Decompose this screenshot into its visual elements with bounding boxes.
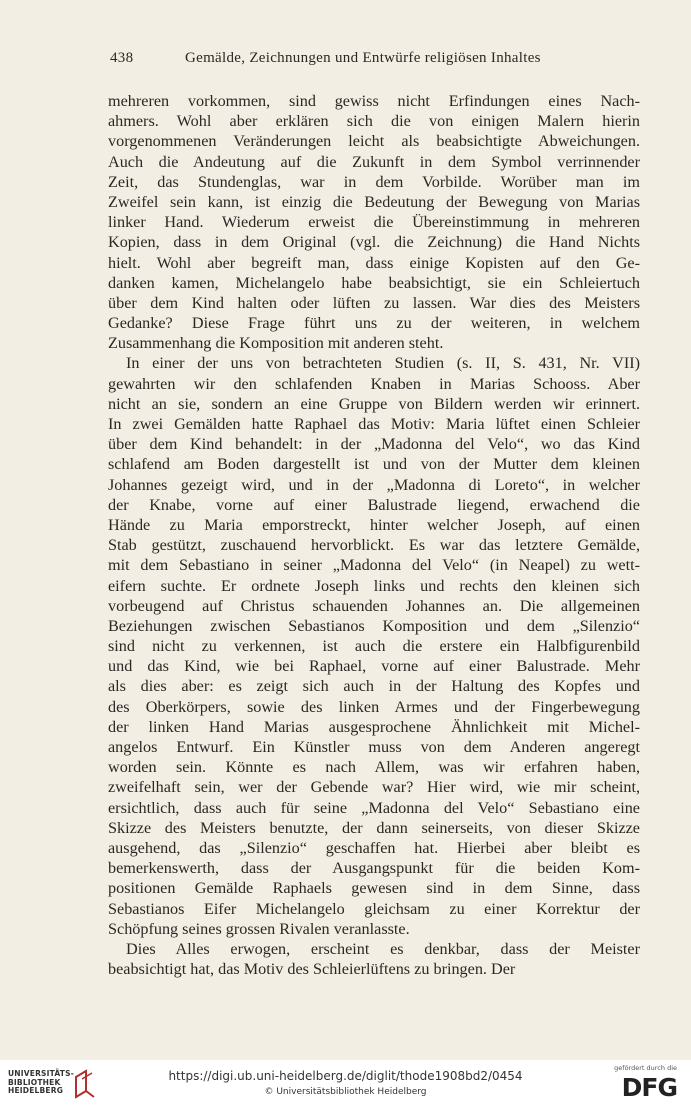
text-line: der linken Hand Marias ausgesprochene Ähnlichkeit mit Michel- — [108, 717, 640, 736]
text-line: der Knabe, vorne auf einer Balustrade liegend, erwachend die — [108, 495, 640, 514]
text-line: Auch die Andeutung auf die Zukunft in dem Symbol verrinnender — [108, 152, 640, 171]
text-line: über dem Kind behandelt: in der „Madonna del Velo“, wo das Kind — [108, 435, 640, 454]
text-line: Zeit, das Stundenglas, war in dem Vorbilde. Worüber man im — [108, 172, 640, 191]
text-line: Stab gestützt, zuschauend hervorblickt. Es war das letztere Gemälde, — [108, 536, 640, 555]
text-line: vorbeugend auf Christus schauenden Johannes an. Die allgemeinen — [108, 596, 640, 615]
library-name-line3: HEIDELBERG — [8, 1086, 64, 1095]
body-text — [108, 91, 640, 979]
text-line: des Oberkörpers, sowie des linken Armes und der Fingerbewegung — [108, 697, 640, 716]
text-line: Zweifel sein kann, ist einzig die Bedeutung der Bewegung von Marias — [108, 192, 640, 211]
running-title: Gemälde, Zeichnungen und Entwürfe religiösen Inhaltes — [185, 50, 541, 66]
page-number: 438 — [110, 50, 134, 66]
text-line: angelos Entwurf. Ein Künstler muss von dem Anderen angeregt — [108, 738, 640, 756]
text-line: zweifelhaft sein, wer der Gebende war? Hier wird, wie mir scheint, — [108, 778, 640, 797]
text-line: über dem Kind halten oder lüften zu lassen. War dies des Meisters — [108, 293, 640, 312]
text-line: Gedanke? Diese Frage führt uns zu der weiteren, in welchem — [108, 314, 640, 333]
dfg-logo: DFG — [621, 1073, 677, 1102]
text-line: mit dem Sebastiano in seiner „Madonna del Velo“ (in Neapel) zu wett- — [108, 556, 640, 575]
text-line: worden sein. Könnte es nach Allem, was wir erfahren haben, — [108, 758, 640, 777]
text-line: hielt. Wohl aber begreift man, dass einige Kopisten auf den Ge- — [108, 253, 640, 272]
text-line: nicht an sie, sondern an eine Gruppe von Bildern werden wir erinnert. — [108, 394, 640, 413]
text-line: mehreren vorkommen, sind gewiss nicht Erfindungen eines Nach- — [108, 92, 640, 110]
text-line: Dies Alles erwogen, erscheint es denkbar, dass der Meister — [126, 939, 640, 958]
text-line: beabsichtigt hat, das Motiv des Schleierlüftens zu bringen. Der — [108, 960, 516, 979]
text-line: Hände zu Maria emporstreckt, hinter welcher Joseph, auf einen — [108, 515, 640, 534]
viewer-footer — [0, 1060, 691, 1107]
text-line: ahmers. Wohl aber erklären sich die von einigen Malern hierin — [108, 112, 640, 131]
copyright-notice: © Universitätsbibliothek Heidelberg — [264, 1087, 427, 1097]
text-line: linker Hand. Wiederum erweist die Übereinstimmung in mehreren — [108, 213, 640, 232]
text-line: Sebastianos Eifer Michelangelo gleichsam zu einer Korrektur der — [108, 899, 640, 918]
text-line: Zusammenhang die Komposition mit anderen steht. — [108, 334, 444, 353]
text-line: Beziehungen zwischen Sebastianos Komposition und dem „Silenzio“ — [108, 616, 640, 635]
text-line: In einer der uns von betrachteten Studien (s. II, S. 431, Nr. VII) — [126, 354, 640, 373]
text-line: als dies aber: es zeigt sich auch in der Haltung des Kopfes und — [108, 677, 640, 696]
text-line: positionen Gemälde Raphaels gewesen sind in dem Sinne, dass — [108, 879, 640, 898]
text-line: ersichtlich, dass auch für seine „Madonna del Velo“ Sebastiano eine — [108, 798, 640, 817]
library-name-line2: BIBLIOTHEK — [8, 1077, 61, 1087]
library-name-line1: UNIVERSITÄTS- — [8, 1069, 75, 1078]
text-line: vorgenommenen Veränderungen leicht als beabsichtigte Abweichungen. — [108, 132, 640, 151]
text-line: In zwei Gemälden hatte Raphael das Motiv: Maria lüftet einen Schleier — [108, 415, 640, 433]
text-line: sind nicht zu verkennen, ist auch die erstere ein Halbfigurenbild — [108, 637, 640, 656]
text-line: und das Kind, wie bei Raphael, vorne auf einer Balustrade. Mehr — [108, 657, 640, 676]
text-line: eifern suchte. Er ordnete Joseph links und rechts den kleinen sich — [108, 576, 640, 595]
text-line: Johannes gezeigt wird, und in der „Madonna di Loreto“, in welcher — [108, 475, 640, 494]
text-line: ausgehend, das „Silenzio“ geschaffen hat. Hierbei aber bleibt es — [108, 838, 640, 857]
text-line: Skizze des Meisters benutzte, der dann seinerseits, von dieser Skizze — [108, 818, 640, 837]
text-line: Kopien, dass in dem Original (vgl. die Zeichnung) die Hand Nichts — [108, 233, 640, 252]
page-url-link[interactable]: https://digi.ub.uni-heidelberg.de/diglit/thode1908bd2/0454 — [168, 1069, 523, 1083]
funding-note: gefördert durch die — [614, 1064, 677, 1072]
text-line: danken kamen, Michelangelo habe beabsichtigt, sie ein Schleiertuch — [108, 273, 640, 292]
text-line: Schöpfung seines grossen Rivalen veranlasste. — [108, 919, 410, 938]
text-line: gewahrten wir den schlafenden Knaben in Marias Schooss. Aber — [108, 374, 640, 393]
text-line: bemerkenswerth, dass der Ausgangspunkt für die beiden Kom- — [108, 859, 640, 878]
text-line: schlafend am Boden dargestellt ist und von der Mutter dem kleinen — [108, 455, 640, 474]
